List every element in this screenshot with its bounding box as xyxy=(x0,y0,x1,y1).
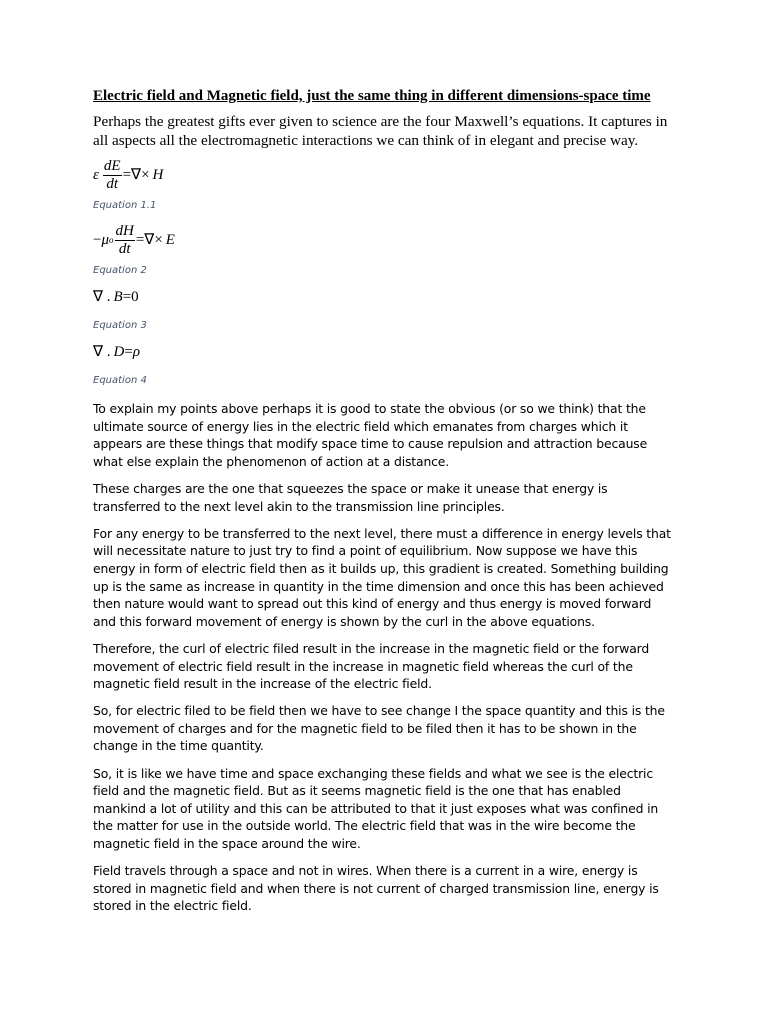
fraction-dE-dt: $\frac{dE}{dt}$ xyxy=(103,157,121,192)
document-body xyxy=(93,86,673,925)
body-paragraph: These charges are the one that squeezes the space or make it unease that energy is transferred to the next level akin to the transmission line principles. xyxy=(93,480,608,514)
equation-caption: Equation 4 xyxy=(93,375,147,386)
intro-paragraph: Perhaps the greatest gifts ever given to science are the four Maxwell’s equations. It captures in all aspects all the electromagnetic interactions we can think of in elegant and precise way. xyxy=(93,113,668,149)
equation-caption: Equation 1.1 xyxy=(93,200,157,211)
equation-2: − μ o $\frac{dH}{dt}$ =∇× E xyxy=(93,222,175,257)
body-paragraph: So, it is like we have time and space exchanging these fields and what we see is the electric field and the magnetic field. But as it seems magnetic field is the one that has enabled mankind a lot of utility and this can be attributed to that it just exposes what was confined in the matter for use in the outside world. The electric field that was in the wire become the magnetic field in the space around the wire. xyxy=(93,765,659,852)
fraction-dH-dt: $\frac{dH}{dt}$ xyxy=(115,222,134,257)
equation-caption: Equation 3 xyxy=(93,320,147,331)
body-paragraph: For any energy to be transferred to the next level, there must a difference in energy levels that will necessitate nature to just try to find a point of equilibrium. Now suppose we have this energy in form of electric field then as it builds up, this gradient is created. Something building up is the same as increase in quantity in the time dimension and once this has been achieved then nature would want to spread out this kind of energy and thus energy is moved forward and this forward movement of energy is shown by the curl in the above equations. xyxy=(93,525,671,629)
body-paragraph: So, for electric filed to be field then we have to see change I the space quantity and this is the movement of charges and for the magnetic field to be filed then it has to be shown in the change in the time quantity. xyxy=(93,703,665,754)
body-paragraph: To explain my points above perhaps it is good to state the obvious (or so we think) that the ultimate source of energy lies in the electric field which emanates from charges which it appears are these things that modify space time to cause repulsion and attraction because what else explain the phenomenon of action at a distance. xyxy=(93,401,648,469)
equation-caption: Equation 2 xyxy=(93,265,147,276)
body-paragraph: Therefore, the curl of electric filed result in the increase in the magnetic field or the forward movement of electric field result in the increase in magnetic field whereas the curl of the magnetic field result in the increase of the electric field. xyxy=(93,640,650,692)
document-title: Electric field and Magnetic field, just the same thing in different dimensions-space time xyxy=(93,88,651,104)
equation-4: ∇ . D = ρ xyxy=(93,343,141,360)
equation-3: ∇ . B =0 xyxy=(93,288,139,305)
equation-1: ε $\frac{dE}{dt}$ =∇× H xyxy=(93,157,164,192)
body-paragraph: Field travels through a space and not in wires. When there is a current in a wire, energy is stored in magnetic field and when there is not current of charged transmission line, energy is stored in the electric field. xyxy=(93,863,659,914)
